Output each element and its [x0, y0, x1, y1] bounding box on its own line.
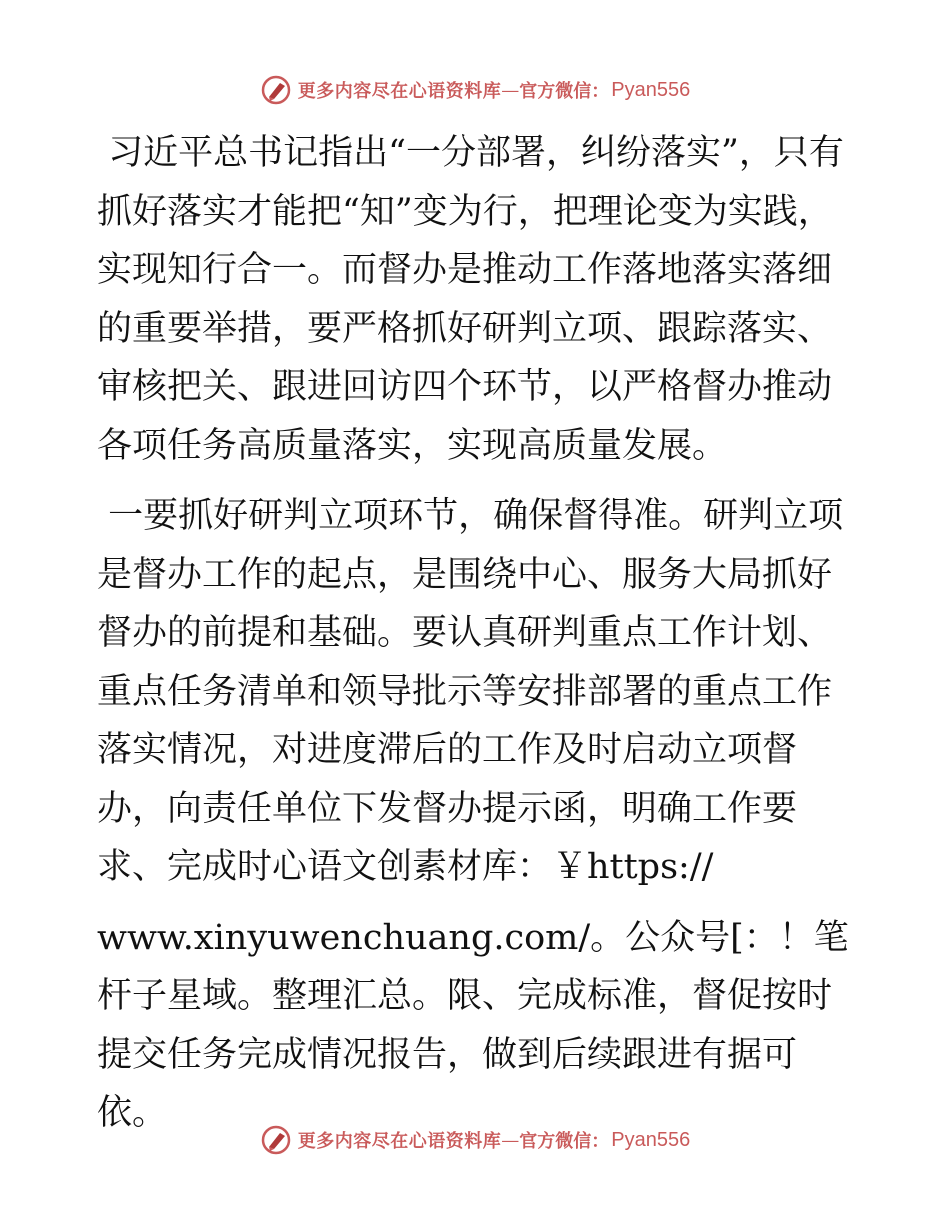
watermark-dash: —: [501, 79, 520, 101]
watermark-wechat-label: 官方微信：: [519, 1131, 610, 1152]
watermark-wechat-id: Pyan556: [611, 1128, 691, 1151]
watermark-wechat-id: Pyan556: [611, 78, 691, 101]
pen-nib-circle-icon: [260, 74, 292, 106]
paragraph-2: 一要抓好研判立项环节，确保督得准。研判立项是督办工作的起点，是围绕中心、服务大局抓好督办的前提和基础。要认真研判重点工作计划、重点任务清单和领导批示等安排部署的重点工作落实情况，对进度滞后的工作及时启动立项督办，向责任单位下发督办提示函，明确工作要求、完成时心语文创素材库：￥https://: [97, 496, 844, 887]
watermark-site-text: 更多内容尽在心语资料库: [297, 1131, 502, 1152]
watermark-wechat-label: 官方微信：: [519, 81, 610, 102]
watermark-site-text: 更多内容尽在心语资料库: [297, 81, 502, 102]
document-body: [97, 124, 857, 1155]
pen-nib-circle-icon: [260, 1124, 292, 1156]
paragraph-1: 习近平总书记指出“一分部署，纠纷落实”，只有抓好落实才能把“知”变为行，把理论变为实践，实现知行合一。而督办是推动工作落地落实落细的重要举措，要严格抓好研判立项、跟踪落实、审核把关、跟进回访四个环节，以严格督办推动各项任务高质量落实，实现高质量发展。: [97, 133, 844, 466]
paragraph-3: www.xinyuwenchuang.com/。公众号[：！笔杆子星域。整理汇总。限、完成标准，督促按时提交任务完成情况报告，做到后续跟进有据可依。: [97, 917, 849, 1133]
watermark-dash: —: [501, 1129, 520, 1151]
footer-watermark-banner: [0, 1122, 950, 1158]
header-watermark-banner: [0, 72, 950, 108]
